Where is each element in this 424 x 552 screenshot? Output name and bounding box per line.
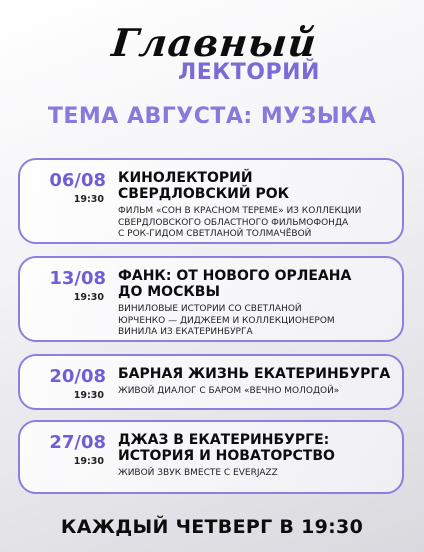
event-time: 19:30 <box>73 390 104 401</box>
event-title-line: ДО МОСКВЫ <box>118 284 220 300</box>
event-date: 06/08 <box>49 170 106 191</box>
event-title-line: ФАНК: ОТ НОВОГО ОРЛЕАНА <box>118 268 352 284</box>
event-desc-line: ВИНИЛА ИЗ ЕКАТЕРИНБУРГА <box>118 327 253 337</box>
event-title-line: ИСТОРИЯ И НОВАТОРСТВО <box>118 448 335 464</box>
event-desc-line: ЖИВОЙ ДИАЛОГ С БАРОМ «ВЕЧНО МОЛОДОЙ» <box>118 386 340 396</box>
event-title-line: ДЖАЗ В ЕКАТЕРИНБУРГЕ: <box>118 432 330 448</box>
event-date: 13/08 <box>49 268 106 289</box>
event-desc-line: С РОК-ГИДОМ СВЕТЛАНОЙ ТОЛМАЧЁВОЙ <box>118 229 312 239</box>
event-date: 27/08 <box>49 432 106 453</box>
event-card <box>18 158 404 244</box>
event-description <box>118 468 400 480</box>
event-desc-line: ЖИВОЙ ЗВУК ВМЕСТЕ С EVERJAZZ <box>118 468 278 478</box>
event-card <box>18 256 404 342</box>
event-title <box>118 170 398 202</box>
logo-main: Главный <box>109 20 320 65</box>
event-date: 20/08 <box>49 366 106 387</box>
event-title <box>118 268 398 300</box>
event-desc-line: ЮРЧЕНКО — ДИДЖЕЕМ И КОЛЛЕКЦИОНЕРОМ <box>118 315 335 326</box>
event-description <box>118 386 400 398</box>
event-title-line: КИНОЛЕКТОРИЙ <box>118 170 253 186</box>
event-title-line: СВЕРДЛОВСКИЙ РОК <box>118 186 290 202</box>
event-description <box>118 206 400 241</box>
month-title: ТЕМА АВГУСТА: МУЗЫКА <box>47 104 377 129</box>
event-card <box>18 420 404 494</box>
event-card <box>18 354 404 410</box>
event-desc-line: СВЕРДЛОВСКОГО ОБЛАСТНОГО ФИЛЬМОФОНДА <box>118 217 349 228</box>
event-time: 19:30 <box>73 292 104 303</box>
event-time: 19:30 <box>73 194 104 205</box>
event-title <box>118 432 398 464</box>
event-description <box>118 304 400 339</box>
logo-sub: ЛЕКТОРИЙ <box>178 60 320 85</box>
event-desc-line: ФИЛЬМ «СОН В КРАСНОМ ТЕРЕМЕ» ИЗ КОЛЛЕКЦИИ <box>118 206 362 216</box>
event-time: 19:30 <box>73 456 104 467</box>
event-title <box>118 366 398 382</box>
event-desc-line: ВИНИЛОВЫЕ ИСТОРИИ СО СВЕТЛАНОЙ <box>118 304 302 314</box>
event-title-line: БАРНАЯ ЖИЗНЬ ЕКАТЕРИНБУРГА <box>118 366 391 382</box>
footer-schedule: КАЖДЫЙ ЧЕТВЕРГ В 19:30 <box>60 516 364 538</box>
